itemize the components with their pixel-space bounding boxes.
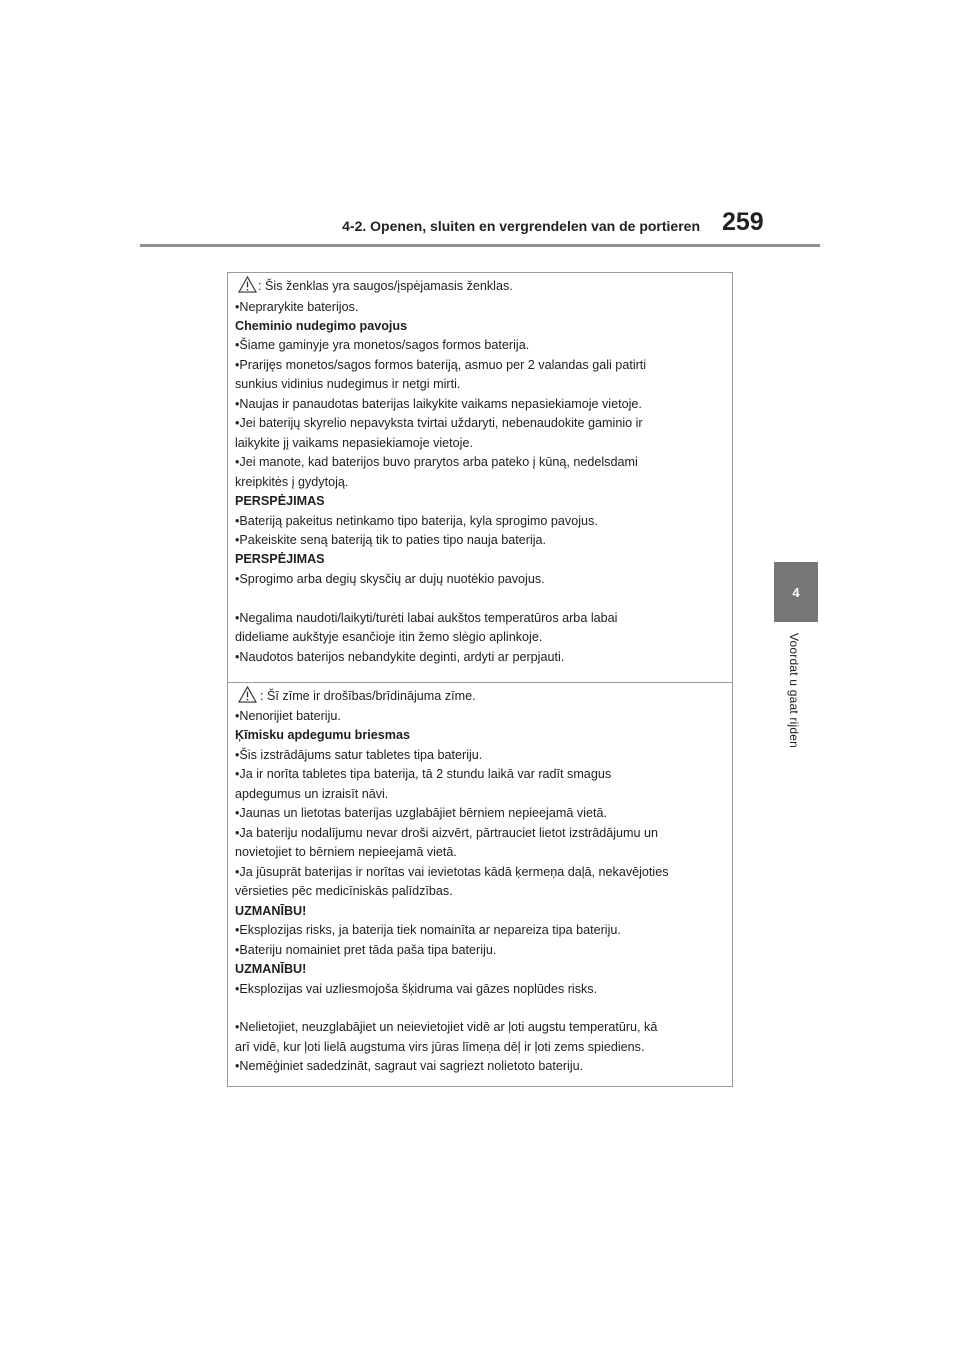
lt-line: •Pakeiskite seną bateriją tik to paties tipo nauja baterija. [235,533,547,547]
chapter-label: Voordat u gaat rijden [787,633,801,748]
lt-line: •Jei baterijų skyrelio nepavyksta tvirtai uždaryti, nebenaudokite gaminio ir [235,416,643,430]
lv-line: •Šis izstrādājums satur tabletes tipa bateriju. [235,748,483,762]
lt-line: •Neprarykite baterijos. [235,300,359,314]
lv-line: •Eksplozijas vai uzliesmojoša šķidruma vai gāzes noplūdes risks. [235,982,598,996]
lv-heading: UZMANĪBU! [235,904,307,918]
lv-line: arī vidē, kur ļoti lielā augstuma virs jūras līmeņa dēļ ir ļoti zems spiediens. [235,1040,645,1054]
lv-line: apdegumus un izraisīt nāvi. [235,787,389,801]
lt-line: kreipkitės į gydytoją. [235,475,349,489]
lt-line: •Negalima naudoti/laikyti/turėti labai aukštos temperatūros arba labai [235,611,618,625]
lt-line: •Naujas ir panaudotas baterijas laikykite vaikams nepasiekiamoje vietoje. [235,397,642,411]
lt-line: sunkius vidinius nudegimus ir netgi mirti. [235,377,461,391]
page-number: 259 [722,208,764,236]
header-divider [140,244,820,247]
lv-heading: Ķīmisku apdegumu briesmas [235,728,410,742]
warning-triangle-icon [238,686,257,703]
language-divider [228,682,732,683]
lt-line: laikykite jį vaikams nepasiekiamoje vietoje. [235,436,473,450]
lv-line: •Ja jūsuprāt baterijas ir norītas vai ievietotas kādā ķermeņa daļā, nekavējoties [235,865,669,879]
lv-line: •Bateriju nomainiet pret tāda paša tipa bateriju. [235,943,497,957]
lv-line: •Ja bateriju nodalījumu nevar droši aizvērt, pārtrauciet lietot izstrādājumu un [235,826,659,840]
lt-heading: PERSPĖJIMAS [235,494,325,508]
lv-line: vērsieties pēc medicīniskās palīdzības. [235,884,453,898]
lv-line: •Ja ir norīta tabletes tipa baterija, tā 2 stundu laikā var radīt smagus [235,767,612,781]
lt-line: •Sprogimo arba degių skysčių ar dujų nuotėkio pavojus. [235,572,545,586]
lv-line: •Jaunas un lietotas baterijas uzglabājiet bērniem nepieejamā vietā. [235,806,607,820]
lv-line: •Nenorijiet bateriju. [235,709,341,723]
chapter-tab[interactable]: 4 [774,562,818,622]
lv-line: novietojiet to bērniem nepieejamā vietā. [235,845,457,859]
lv-line: •Nelietojiet, neuzglabājiet un neievietojiet vidē ar ļoti augstu temperatūru, kā [235,1020,658,1034]
lt-heading: Cheminio nudegimo pavojus [235,319,408,333]
lt-line: •Šiame gaminyje yra monetos/sagos formos baterija. [235,338,530,352]
lt-line: dideliame aukštyje esančioje itin žemo slėgio aplinkoje. [235,630,543,644]
lv-line: •Eksplozijas risks, ja baterija tiek nomainīta ar nepareiza tipa bateriju. [235,923,621,937]
lv-heading: UZMANĪBU! [235,962,307,976]
lt-line: •Jei manote, kad baterijos buvo prarytos arba pateko į kūną, nedelsdami [235,455,638,469]
section-title: 4-2. Openen, sluiten en vergrendelen van de portieren [342,218,700,234]
lt-line: •Prarijęs monetos/sagos formos bateriją, asmuo per 2 valandas gali patirti [235,358,647,372]
lt-heading: PERSPĖJIMAS [235,552,325,566]
lt-line: •Bateriją pakeitus netinkamo tipo baterija, kyla sprogimo pavojus. [235,514,598,528]
lt-line: •Naudotos baterijos nebandykite deginti, ardyti ar perpjauti. [235,650,565,664]
warning-triangle-icon [238,276,257,293]
lt-line: : Šis ženklas yra saugos/įspėjamasis ženklas. [258,279,513,293]
lv-line: : Šī zīme ir drošības/brīdinājuma zīme. [260,689,476,703]
warning-box [227,272,733,1087]
lv-line: •Nemēģiniet sadedzināt, sagraut vai sagriezt nolietoto bateriju. [235,1059,584,1073]
